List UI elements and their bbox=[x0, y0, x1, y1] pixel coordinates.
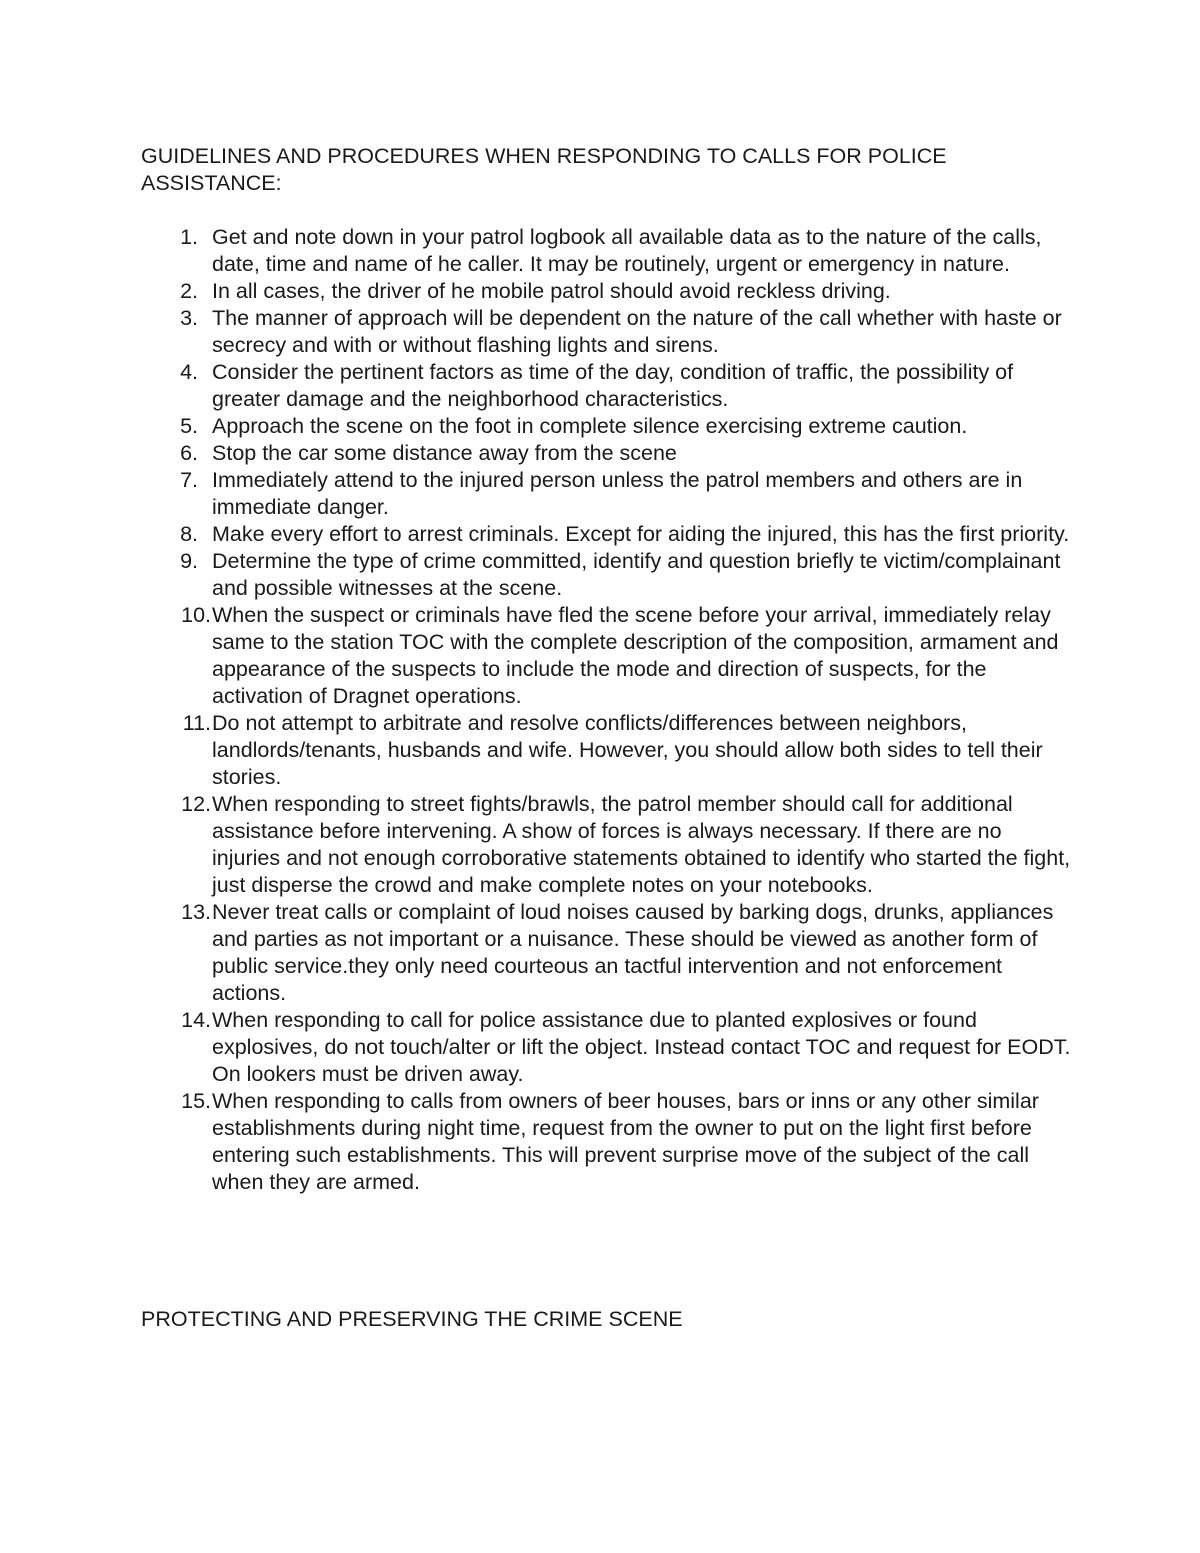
list-item-text: When responding to call for police assistance due to planted explosives or found explosives, do not touch/alter or lift the object. Instead contact TOC and request for EODT. On lookers must be driven away. bbox=[212, 1008, 1071, 1086]
section-heading-crime-scene: PROTECTING AND PRESERVING THE CRIME SCENE bbox=[141, 1307, 683, 1331]
list-item bbox=[0, 440, 1072, 467]
list-item bbox=[0, 305, 1072, 359]
list-item-number: 5. bbox=[180, 414, 198, 438]
list-item-text: When the suspect or criminals have fled the scene before your arrival, immediately relay same to the station TOC with the complete description of the composition, armament and appearance of the suspects to include the mode and direction of suspects, for the activation of Dragnet operations. bbox=[212, 603, 1059, 708]
list-item-number: 9. bbox=[180, 549, 198, 573]
list-item-text: Consider the pertinent factors as time of the day, condition of traffic, the possibility of greater damage and the neighborhood characteristics. bbox=[212, 360, 1014, 411]
list-item bbox=[0, 278, 1072, 305]
list-item bbox=[0, 467, 1072, 521]
list-item bbox=[0, 899, 1072, 1007]
list-item bbox=[0, 1007, 1072, 1088]
list-item-number: 4. bbox=[180, 360, 198, 384]
list-item-number: 3. bbox=[180, 306, 198, 330]
list-item bbox=[0, 710, 1072, 791]
list-item-text: Stop the car some distance away from the scene bbox=[212, 441, 677, 465]
list-item bbox=[0, 359, 1072, 413]
list-item-text: Approach the scene on the foot in complete silence exercising extreme caution. bbox=[212, 414, 968, 438]
list-item-number: 7. bbox=[180, 468, 198, 492]
list-item bbox=[0, 602, 1072, 710]
list-item-text: Determine the type of crime committed, identify and question briefly te victim/complainant and possible witnesses at the scene. bbox=[212, 549, 1061, 600]
list-item bbox=[0, 791, 1072, 899]
section-heading-guidelines: GUIDELINES AND PROCEDURES WHEN RESPONDING TO CALLS FOR POLICE ASSISTANCE: bbox=[141, 144, 947, 195]
guidelines-list bbox=[0, 224, 1200, 1196]
list-item-number: 14. bbox=[181, 1008, 211, 1032]
list-item bbox=[0, 548, 1072, 602]
list-item bbox=[0, 521, 1072, 548]
list-item-number: 15. bbox=[181, 1089, 211, 1113]
list-item-number: 13. bbox=[181, 900, 211, 924]
list-item-text: In all cases, the driver of he mobile patrol should avoid reckless driving. bbox=[212, 279, 891, 303]
list-item-number: 10. bbox=[181, 603, 211, 627]
list-item-text: Do not attempt to arbitrate and resolve conflicts/differences between neighbors, landlords/tenants, husbands and wife. However, you should allow both sides to tell their stories. bbox=[212, 711, 1043, 789]
list-item-text: When responding to street fights/brawls, the patrol member should call for additional assistance before intervening. A show of forces is always necessary. If there are no injuries and not enough corroborative statements obtained to identify who started the fight, just disperse the crowd and make complete notes on your notebooks. bbox=[212, 792, 1071, 897]
list-item-number: 12. bbox=[181, 792, 211, 816]
list-item bbox=[0, 1088, 1072, 1196]
list-item-number: 8. bbox=[180, 522, 198, 546]
list-item-text: Get and note down in your patrol logbook all available data as to the nature of the calls, date, time and name of he caller. It may be routinely, urgent or emergency in nature. bbox=[212, 225, 1042, 276]
list-item-text: Never treat calls or complaint of loud noises caused by barking dogs, drunks, appliances and parties as not important or a nuisance. These should be viewed as another form of public service.they only need courteous an tactful intervention and not enforcement actions. bbox=[212, 900, 1054, 1005]
list-item-text: The manner of approach will be dependent on the nature of the call whether with haste or secrecy and with or without flashing lights and sirens. bbox=[212, 306, 1062, 357]
list-item-number: 2. bbox=[180, 279, 198, 303]
list-item-text: When responding to calls from owners of beer houses, bars or inns or any other similar establishments during night time, request from the owner to put on the light first before entering such establishments. This will prevent surprise move of the subject of the call when they are armed. bbox=[212, 1089, 1039, 1194]
list-item-number: 11. bbox=[182, 711, 211, 735]
list-item-number: 1. bbox=[180, 225, 198, 249]
list-item-number: 6. bbox=[180, 441, 198, 465]
list-item-text: Make every effort to arrest criminals. Except for aiding the injured, this has the first priority. bbox=[212, 522, 1070, 546]
list-item-text: Immediately attend to the injured person unless the patrol members and others are in immediate danger. bbox=[212, 468, 1023, 519]
list-item bbox=[0, 224, 1072, 278]
list-item bbox=[0, 413, 1072, 440]
